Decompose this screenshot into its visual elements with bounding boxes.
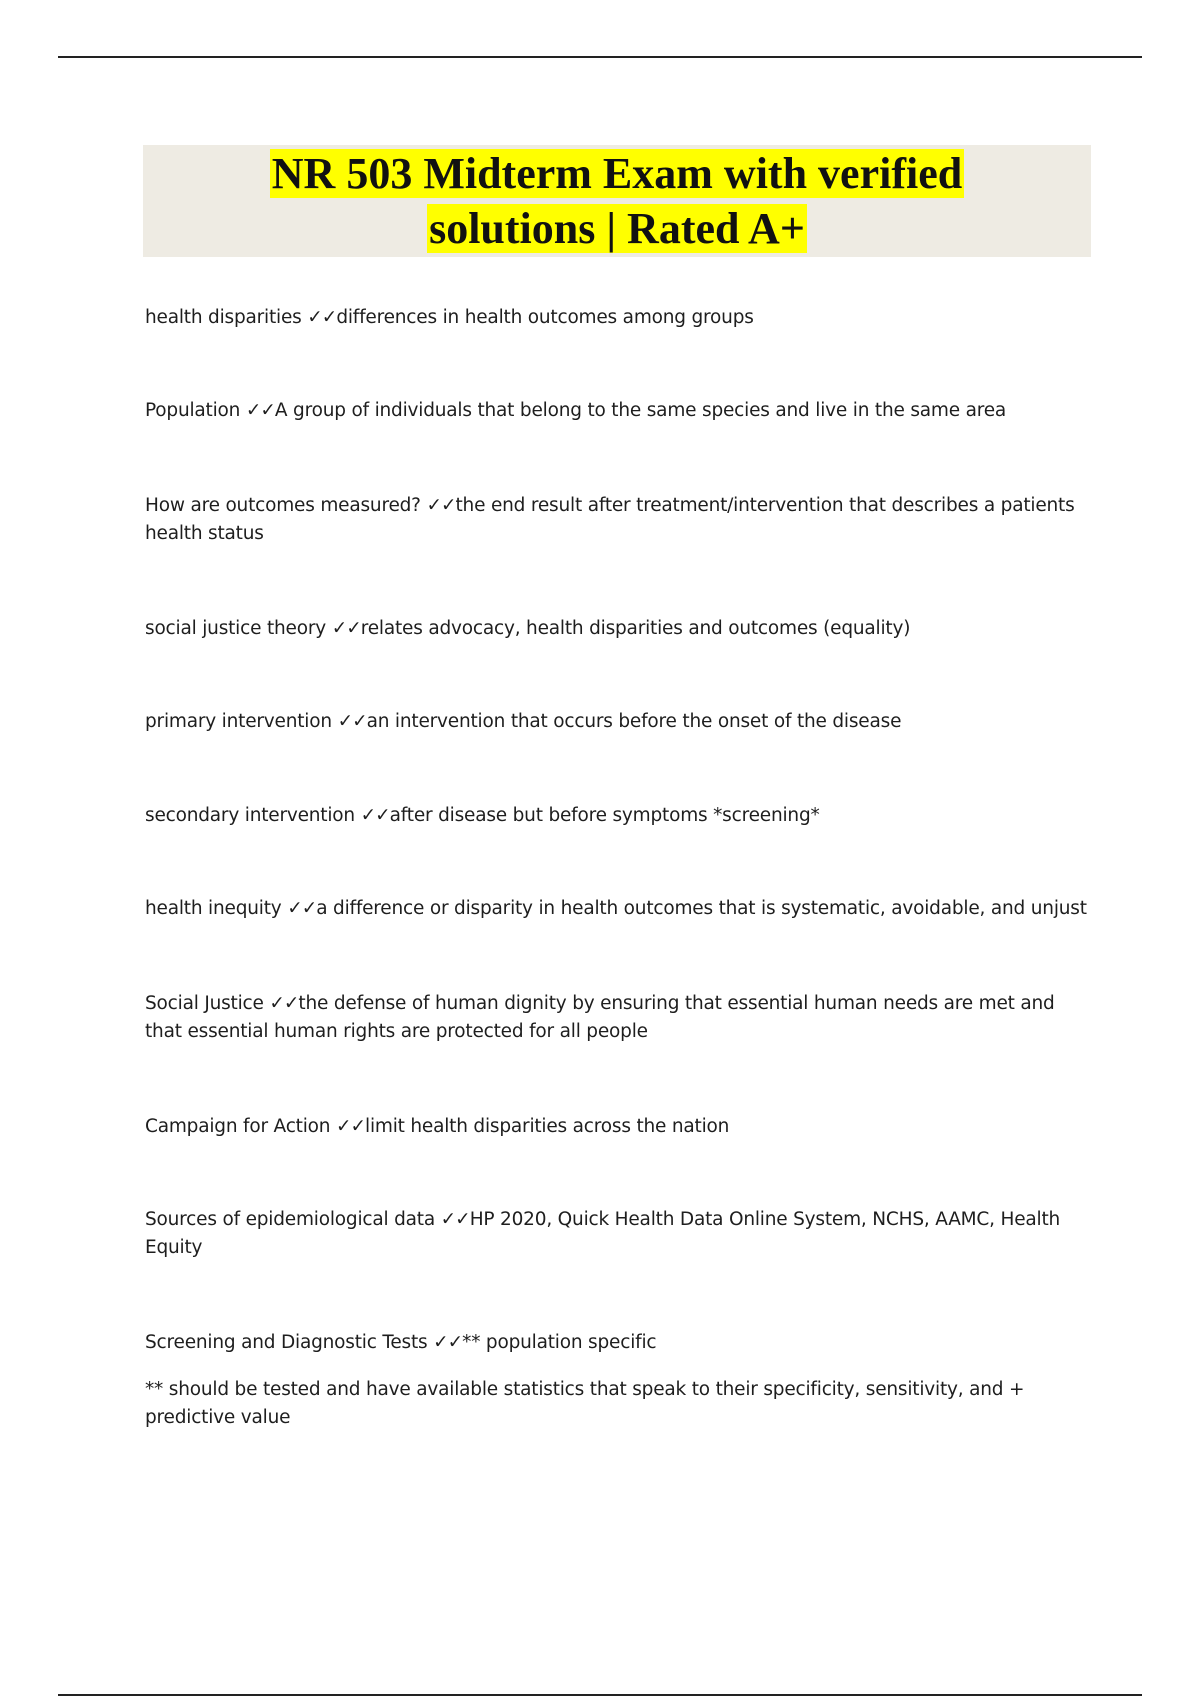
title-line-2: solutions | Rated A+	[429, 204, 805, 253]
check-marks-icon: ✓✓	[337, 711, 367, 732]
entry-term: primary intervention	[145, 711, 332, 732]
entry-definition: an intervention that occurs before the onset of the disease	[366, 711, 902, 732]
title-banner	[143, 145, 1091, 257]
entry-primary-intervention	[145, 708, 1095, 736]
check-marks-icon: ✓✓	[287, 898, 317, 919]
entry-term: social justice theory	[145, 618, 326, 639]
entry-epidemiological-data	[145, 1206, 1095, 1262]
entry-health-disparities	[145, 304, 1095, 332]
check-marks-icon: ✓✓	[440, 1209, 470, 1230]
check-marks-icon: ✓✓	[336, 1116, 366, 1137]
entry-screening-tests	[145, 1329, 1095, 1357]
entry-definition: the defense of human dignity by ensuring that essential human needs are met and that essential human rights are protected for all people	[145, 993, 1055, 1042]
entry-term: Population	[145, 400, 241, 421]
entry-definition: relates advocacy, health disparities and outcomes (equality)	[360, 618, 911, 639]
entry-social-justice-theory	[145, 615, 1095, 643]
entry-term: health disparities	[145, 307, 302, 328]
entry-population	[145, 397, 1095, 425]
top-rule	[58, 56, 1142, 58]
entry-definition: limit health disparities across the nation	[365, 1116, 730, 1137]
entry-definition: after disease but before symptoms *screening*	[389, 805, 820, 826]
entry-term: Social Justice	[145, 993, 264, 1014]
entry-definition: the end result after treatment/intervention that describes a patients health status	[145, 495, 1075, 544]
entry-term: Screening and Diagnostic Tests	[145, 1332, 428, 1353]
entry-health-inequity	[145, 895, 1095, 923]
entry-social-justice	[145, 990, 1095, 1046]
entry-outcomes-measured	[145, 492, 1095, 548]
title-line-1: NR 503 Midterm Exam with verified	[271, 149, 963, 198]
entry-campaign-for-action	[145, 1113, 1095, 1141]
bottom-rule	[58, 1694, 1142, 1696]
entry-definition: A group of individuals that belong to the same species and live in the same area	[274, 400, 1007, 421]
entry-term: secondary intervention	[145, 805, 355, 826]
check-marks-icon: ✓✓	[307, 307, 337, 328]
entry-definition: ** population specific	[462, 1332, 657, 1353]
entry-definition: a difference or disparity in health outcomes that is systematic, avoidable, and unjust	[316, 898, 1087, 919]
entry-secondary-intervention	[145, 802, 1095, 830]
check-marks-icon: ✓✓	[245, 400, 275, 421]
entry-definition: HP 2020, Quick Health Data Online System, NCHS, AAMC, Health Equity	[145, 1209, 1061, 1258]
entry-term: health inequity	[145, 898, 282, 919]
check-marks-icon: ✓✓	[331, 618, 361, 639]
check-marks-icon: ✓✓	[426, 495, 456, 516]
entry-term: Campaign for Action	[145, 1116, 331, 1137]
entry-term: How are outcomes measured?	[145, 495, 421, 516]
check-marks-icon: ✓✓	[433, 1332, 463, 1353]
document-title	[270, 146, 964, 256]
check-marks-icon: ✓✓	[269, 993, 299, 1014]
entry-definition: differences in health outcomes among groups	[336, 307, 754, 328]
entry-term: Sources of epidemiological data	[145, 1209, 435, 1230]
check-marks-icon: ✓✓	[360, 805, 390, 826]
screening-tests-note: ** should be tested and have available statistics that speak to their specificity, sensitivity, and + predictive value	[145, 1379, 1025, 1428]
